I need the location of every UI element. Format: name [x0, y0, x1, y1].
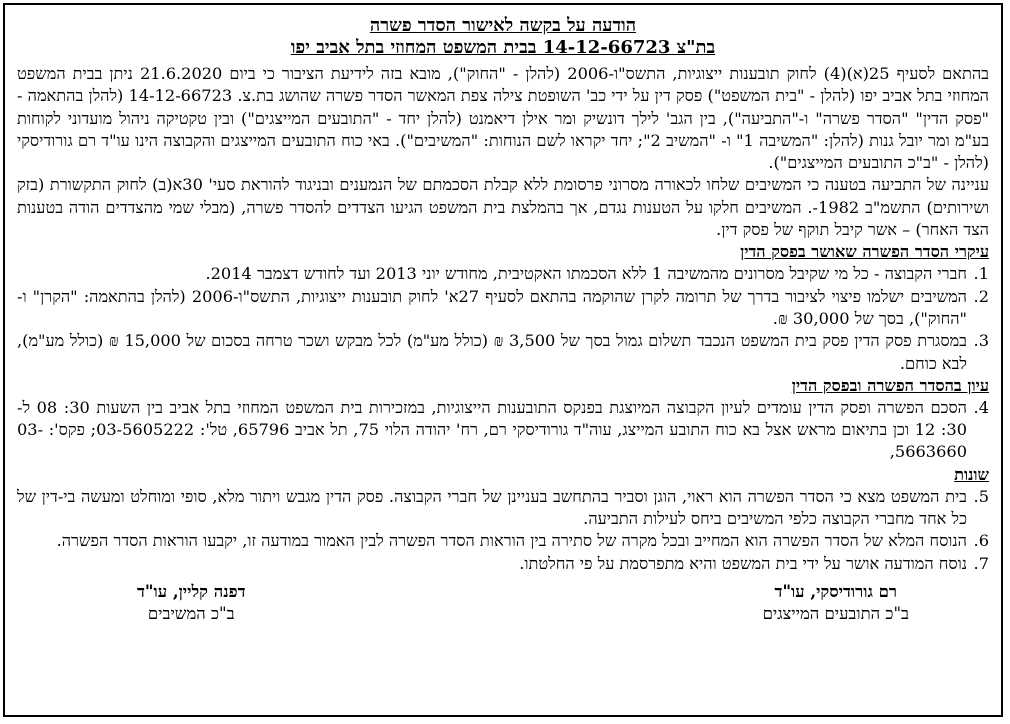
legal-notice: [3, 3, 1003, 717]
signature-name: רם גורודיסקי, עו"ד: [774, 581, 898, 601]
item-text: הסכם הפשרה ופסק הדין עומדים לעיון הקבוצה המיוצגת בפנקס התובענות הייצוגיות, במזכירות בית המשפט המחוזי בתל אביב בין השעות 30: 08 ל- 30: 12 וכן בתיאום מראש אצל בא כוח התובע המייצג, עוה"ד גורודיסקי רם, רח' יהודה הלוי 75, תל אביב 65796, טל': 03-5605222; פקס': 03-5663660,: [17, 397, 967, 462]
item-text: נוסח המודעה אושר על ידי בית המשפט והיא מתפרסמת על פי החלטתו.: [519, 553, 967, 573]
list-item: [17, 530, 989, 552]
item-number: 5.: [973, 486, 989, 506]
notice-subtitle: בת"צ 14-12-66723 בבית המשפט המחוזי בתל אביב יפו: [290, 37, 716, 58]
list-item: [17, 553, 989, 575]
signature-block: [17, 581, 989, 625]
item-text: במסגרת פסק הדין פסק בית המשפט הנכבד תשלום גמול בסך של 3,500 ₪ (כולל מע"מ) לכל מבקש ושכר טרחה בסכום של 15,000 ₪ (כולל מע"מ), לבא כוחם.: [17, 331, 967, 373]
item-number: 6.: [973, 531, 989, 551]
section-heading-review: עיון בהסדר הפשרה ובפסק הדין: [791, 375, 989, 395]
list-item: [17, 263, 989, 285]
item-number: 7.: [973, 553, 989, 573]
item-number: 1.: [973, 264, 989, 284]
misc-list: [17, 486, 989, 575]
list-item: [17, 330, 989, 375]
section-heading-misc: שונות: [954, 464, 989, 484]
signature-role: ב"כ המשיבים: [147, 603, 235, 623]
item-text: בית המשפט מצא כי הסדר הפשרה הוא ראוי, הוגן וסביר בהתחשב בעניינן של חברי הקבוצה. פסק הדין מגבש ויתור מלא, סופי ומוחלט ומעשה בי-דין של כל אחד מחברי הקבוצה כלפי המשיבים ביחס לעילות התביעה.: [17, 486, 967, 529]
intro-paragraph: בהתאם לסעיף 25(א)(4) לחוק תובענות ייצוגיות, התשס"ו-2006 (להלן - "החוק"), מובא בזה לידיעת הציבור כי ביום 21.6.2020 ניתן בבית המשפט המחוזי בתל אביב יפו (להלן - "בית המשפט") פסק דין על ידי כב' השופטת צילה צפת המאשר הסדר פשרה שהושג בת.צ. 14-12-66723 (להלן בהתאמה - "פסק הדין" "הסדר פשרה" ו-"התביעה"), בין הגב' לילך דונשיק ומר אילן דיאמנט (להלן יחד - "התובעים המייצגים") ובין טקטיקה ניהול מועדוני לקוחות בע"מ ומר יובל גנות (להלן: "המשיבה 1" ו- "המשיב 2"; יחד יקראו לשם הנוחות: "המשיבים"). באי כוח התובעים המייצגים והקבוצה הינו עו"ד רם גורודיסקי (להלן - "ב"כ התובעים המייצגים").: [17, 64, 989, 173]
settlement-list: [17, 263, 989, 374]
item-number: 2.: [973, 286, 989, 306]
signature-plaintiffs-counsel: [763, 581, 909, 625]
item-text: חברי הקבוצה - כל מי שקיבל מסרונים מהמשיבה 1 ללא הסכמתו האקטיבית, מחודש יוני 2013 ועד לחודש דצמבר 2014.: [205, 264, 967, 284]
list-item: [17, 397, 989, 464]
signature-role: ב"כ התובעים המייצגים: [762, 603, 909, 623]
signature-respondents-counsel: [137, 581, 246, 625]
item-text: המשיבים ישלמו פיצוי לציבור בדרך של תרומה לקרן שהוקמה בהתאם לסעיף 27א' לחוק תובענות ייצוגיות, התשס"ו-2006 (להלן בהתאמה: "הקרן" ו- "החוק"), בסך של 30,000 ₪.: [17, 286, 967, 328]
section-heading-settlement: עיקרי הסדר הפשרה שאושר בפסק הדין: [740, 242, 989, 262]
signature-name: דפנה קליין, עו"ד: [137, 581, 246, 601]
item-text: הנוסח המלא של הסדר הפשרה הוא המחייב ובכל מקרה של סתירה בין הוראות הסדר הפשרה לבין האמור במודעה זו, יקבעו הוראות הסדר הפשרה.: [56, 531, 967, 551]
notice-title: הודעה על בקשה לאישור הסדר פשרה: [369, 15, 637, 36]
list-item: [17, 486, 989, 531]
item-number: 4.: [973, 397, 989, 417]
background-paragraph: עניינה של התביעה בטענה כי המשיבים שלחו לכאורה מסרוני פרסומת ללא קבלת הסכמתם של הנמענים ובניגוד להוראת סעי' 30א(ב) לחוק התקשורת (בזק ושירותים) התשמ"ב 1982-. המשיבים חלקו על הטענות נגדם, אך בהמלצת בית המשפט הגיעו הצדדים להסדר פשרה, (מבלי שמי מהצדדים הודה בטענות הצד האחר) – אשר קיבל תוקף של פסק דין.: [17, 175, 989, 240]
review-list: [17, 397, 989, 464]
list-item: [17, 286, 989, 331]
item-number: 3.: [973, 331, 989, 351]
